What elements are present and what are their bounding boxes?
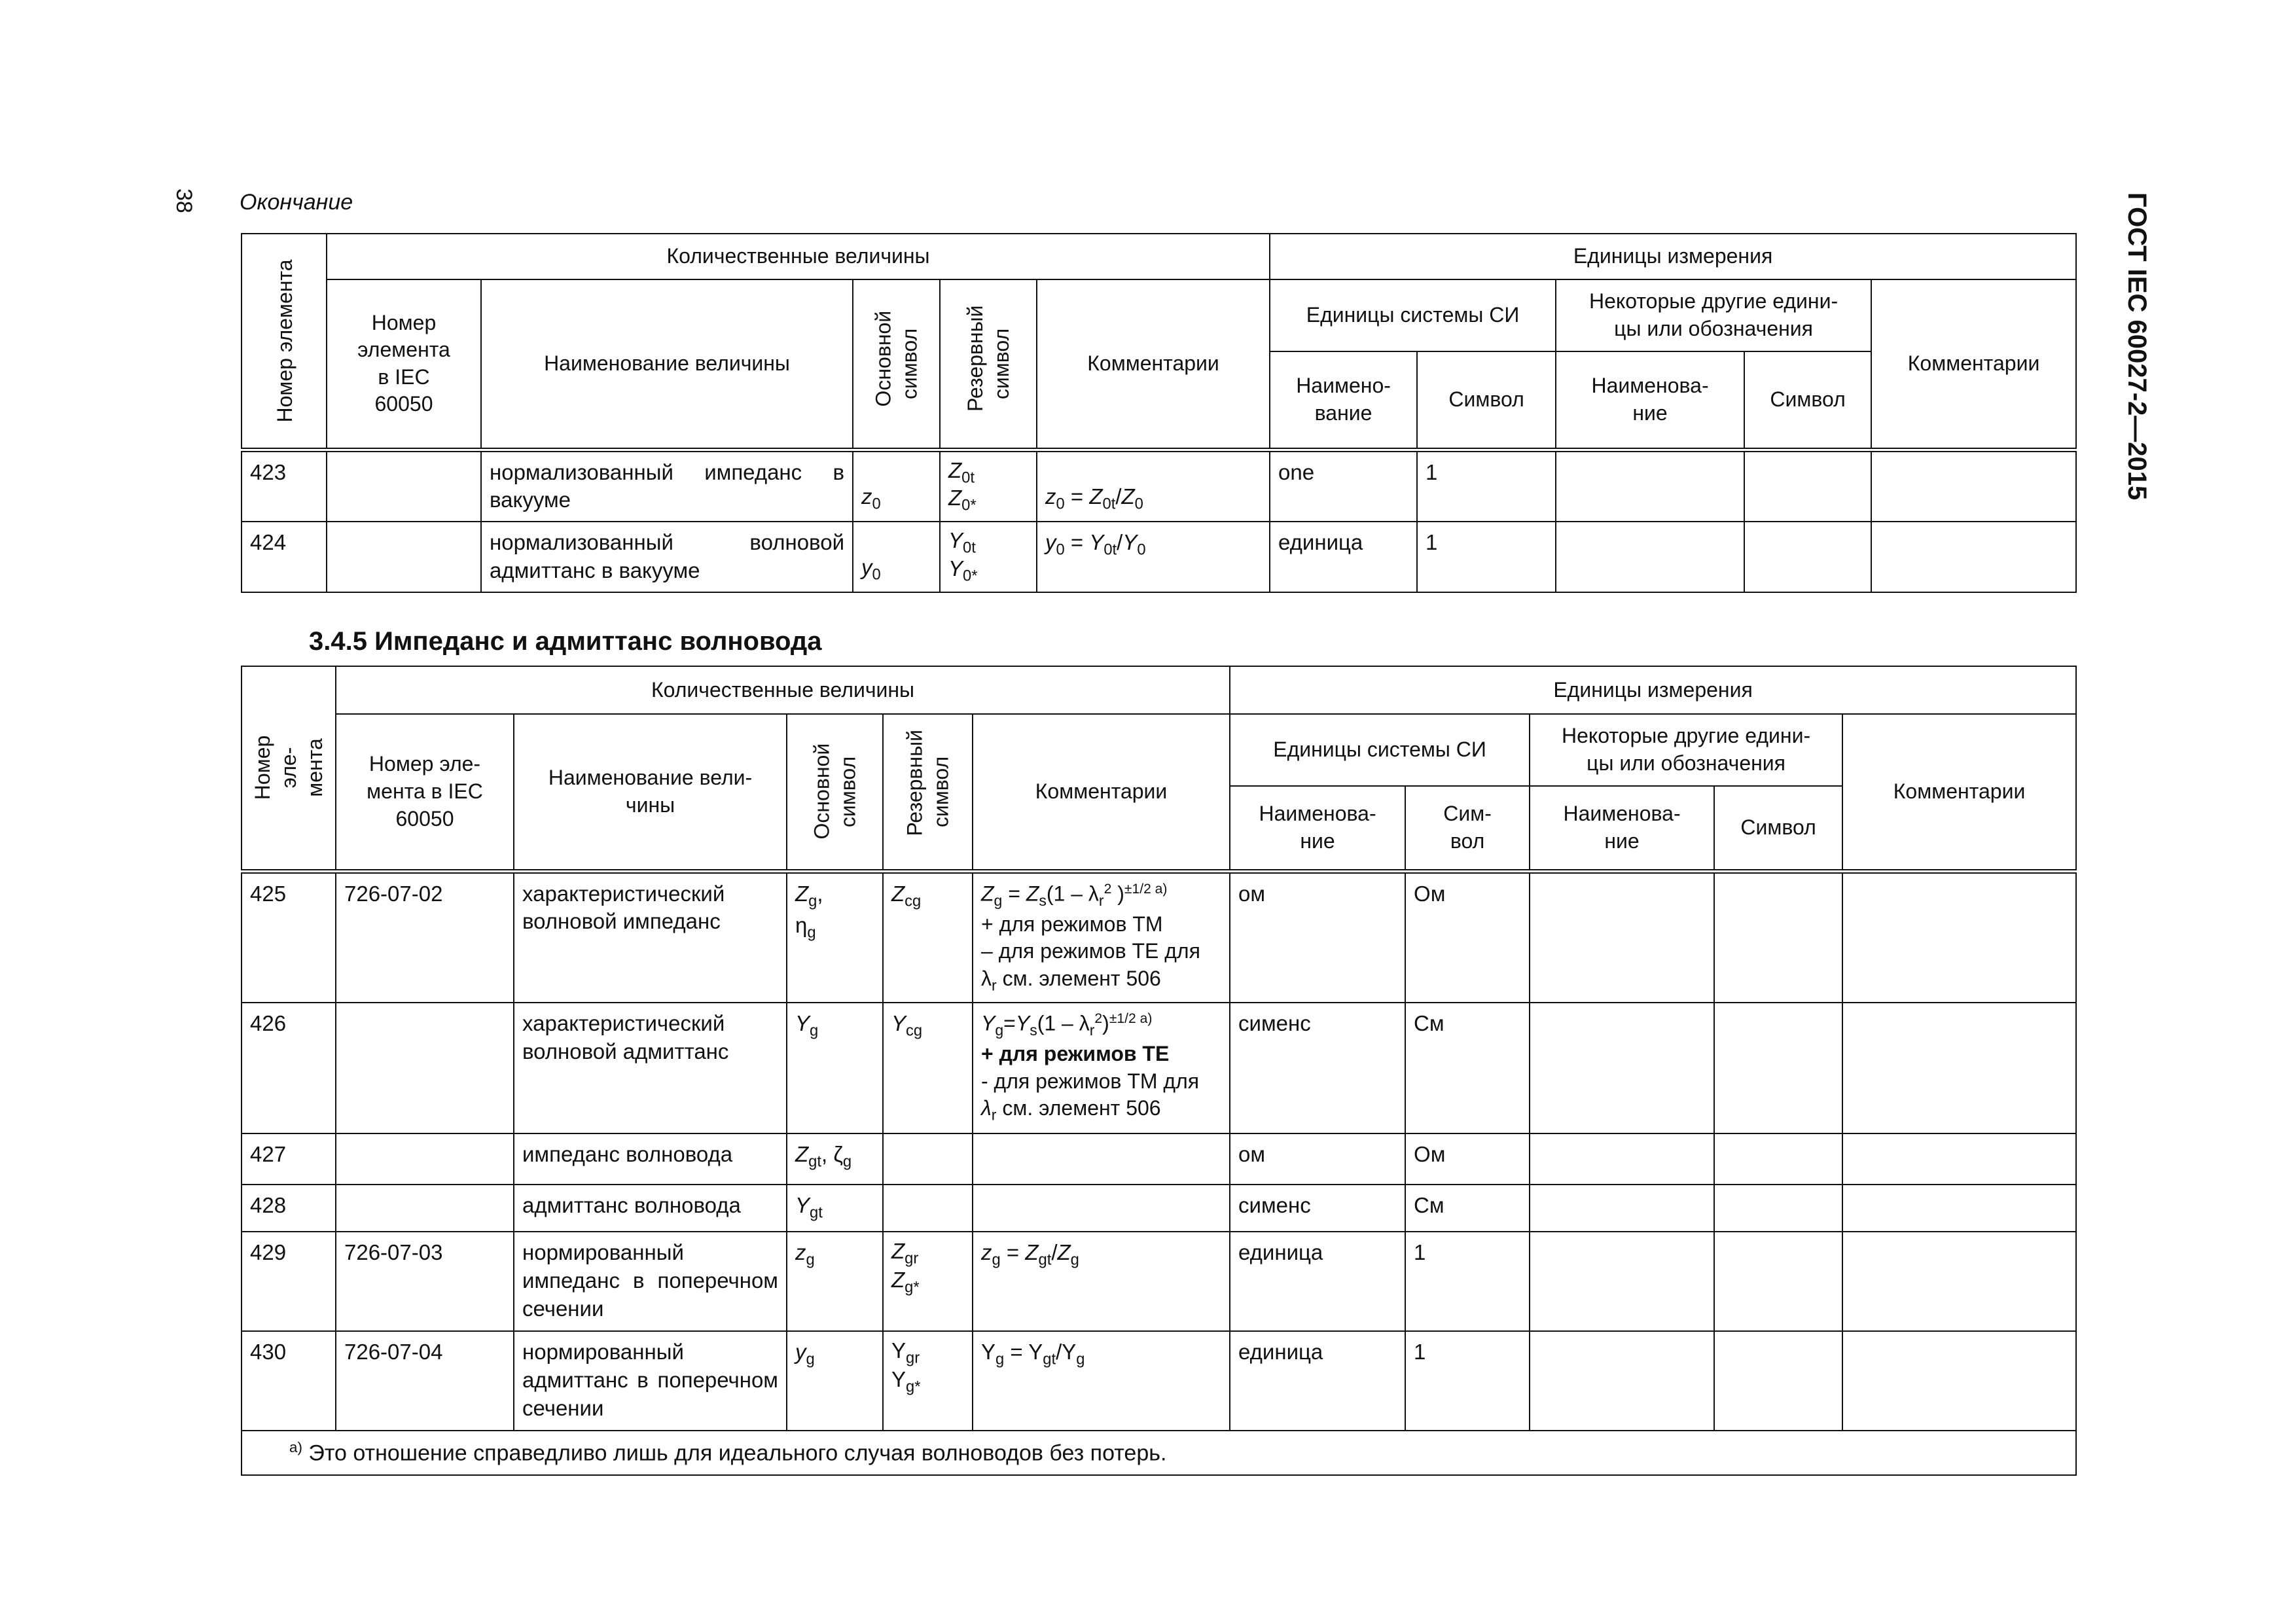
table-row xyxy=(242,871,2076,1003)
page-number: 38 xyxy=(171,188,196,213)
cell-name: адмиттанс волновода xyxy=(514,1185,787,1232)
cell-num: 429 xyxy=(242,1232,336,1331)
cell-unit-comment xyxy=(1842,1133,2076,1185)
header-quantity-name: Наименование величины xyxy=(481,279,853,450)
cell-iec xyxy=(327,450,481,522)
header-quantities: Количественные величины xyxy=(336,666,1230,714)
cell-iec xyxy=(327,522,481,592)
cell-main-symbol: $Y_g$ xyxy=(787,1003,883,1133)
table-row xyxy=(242,1232,2076,1331)
cell-iec xyxy=(336,1133,514,1185)
cell-num: 424 xyxy=(242,522,327,592)
cell-name: нормированный импеданс в поперечном сечении xyxy=(514,1232,787,1331)
cell-unit-comment xyxy=(1842,871,2076,1003)
cell-main-symbol: $y_0$ xyxy=(853,522,940,592)
header-other-symbol: Символ xyxy=(1744,351,1871,450)
header-comments: Комментарии xyxy=(973,714,1230,871)
cell-main-symbol: $z_0$ xyxy=(853,450,940,522)
cell-unit-symbol: См xyxy=(1405,1003,1530,1133)
cell-iec xyxy=(336,1003,514,1133)
cell-name: нормированный адмиттанс в поперечном сечении xyxy=(514,1331,787,1431)
header-units: Единицы измерения xyxy=(1270,234,2076,279)
cell-unit-name: one xyxy=(1270,450,1417,522)
cell-other-symbol xyxy=(1744,522,1871,592)
cell-reserve-symbol: $Z_{cg}$ xyxy=(883,871,973,1003)
cell-main-symbol: $z_g$ xyxy=(787,1232,883,1331)
table-row xyxy=(242,522,2076,592)
cell-unit-comment xyxy=(1842,1232,2076,1331)
cell-comment: $Z_g = Z_s(1 - \lambda_r^2$ )$^{\pm 1/2 а)}$ + для режимов ТМ – для режимов ТЕ для $\lambda_r$ см. элемент 506 xyxy=(973,871,1230,1003)
table-row xyxy=(242,1003,2076,1133)
cell-num: 427 xyxy=(242,1133,336,1185)
cell-main-symbol: $Y_{gt}$ xyxy=(787,1185,883,1232)
cell-unit-comment xyxy=(1842,1003,2076,1133)
cell-main-symbol: $Z_g$, $\eta_g$ xyxy=(787,871,883,1003)
header-other-units: Некоторые другие едини- цы или обозначения xyxy=(1556,279,1871,351)
cell-comment: $Y_g = Y_{gt}/Y_g$ xyxy=(973,1331,1230,1431)
cell-reserve-symbol: $Y_{0t}$ $Y_{0*}$ xyxy=(940,522,1037,592)
header-quantity-name: Наименование вели- чины xyxy=(514,714,787,871)
table-row xyxy=(242,1331,2076,1431)
cell-unit-symbol: 1 xyxy=(1417,450,1556,522)
cell-unit-symbol: 1 xyxy=(1405,1331,1530,1431)
cell-reserve-symbol: $Y_{gr}$ $Y_{g*}$ xyxy=(883,1331,973,1431)
cell-comment: $Y_g=Y_s(1 - \lambda_r^2)^{\pm 1/2 а)}$ + для режимов ТЕ - для режимов ТМ для $\lambda_r$ см. элемент 506 xyxy=(973,1003,1230,1133)
cell-main-symbol: $Z_{gt}$, $\zeta_g$ xyxy=(787,1133,883,1185)
cell-name: импеданс волновода xyxy=(514,1133,787,1185)
cell-name: характеристический волновой импеданс xyxy=(514,871,787,1003)
cell-unit-symbol: См xyxy=(1405,1185,1530,1232)
header-comments: Комментарии xyxy=(1037,279,1270,450)
cell-unit-symbol: 1 xyxy=(1405,1232,1530,1331)
header-si-name: Наимено- вание xyxy=(1270,351,1417,450)
cell-other-symbol xyxy=(1714,1232,1842,1331)
cell-comment xyxy=(973,1185,1230,1232)
header-main-symbol: Основной символ xyxy=(853,279,940,450)
cell-unit-name: ом xyxy=(1230,871,1405,1003)
cell-iec: 726-07-02 xyxy=(336,871,514,1003)
cell-iec: 726-07-04 xyxy=(336,1331,514,1431)
header-iec-number: Номер эле- мента в IEC 60050 xyxy=(336,714,514,871)
header-quantities: Количественные величины xyxy=(327,234,1270,279)
header-iec-number: Номер элемента в IEC 60050 xyxy=(327,279,481,450)
cell-other-symbol xyxy=(1714,1003,1842,1133)
cell-name: нормализованный волновой адмиттанс в вакууме xyxy=(481,522,853,592)
cell-unit-symbol: 1 xyxy=(1417,522,1556,592)
header-unit-comments: Комментарии xyxy=(1871,279,2076,450)
cell-unit-name: ом xyxy=(1230,1133,1405,1185)
cell-comment xyxy=(973,1133,1230,1185)
cell-main-symbol: $y_g$ xyxy=(787,1331,883,1431)
cell-reserve-symbol: $Z_{0t}$ $Z_{0*}$ xyxy=(940,450,1037,522)
cell-unit-comment xyxy=(1871,450,2076,522)
cell-iec xyxy=(336,1185,514,1232)
document-code: ГОСТ IEC 60027-2—2015 xyxy=(2123,192,2151,501)
header-si-units: Единицы системы СИ xyxy=(1270,279,1556,351)
cell-other-name xyxy=(1530,1331,1714,1431)
cell-other-name xyxy=(1530,1133,1714,1185)
cell-other-symbol xyxy=(1714,1133,1842,1185)
cell-other-symbol xyxy=(1714,1331,1842,1431)
cell-other-name xyxy=(1530,1185,1714,1232)
header-si-symbol: Сим- вол xyxy=(1405,786,1530,871)
header-reserve-symbol: Резервный символ xyxy=(940,279,1037,450)
header-reserve-symbol: Резервный символ xyxy=(883,714,973,871)
cell-other-symbol xyxy=(1714,1185,1842,1232)
header-main-symbol: Основной символ xyxy=(787,714,883,871)
cell-num: 423 xyxy=(242,450,327,522)
cell-unit-name: единица xyxy=(1270,522,1417,592)
cell-num: 425 xyxy=(242,871,336,1003)
cell-name: характеристический волновой адмиттанс xyxy=(514,1003,787,1133)
table-continuation xyxy=(241,233,2077,593)
cell-reserve-symbol xyxy=(883,1133,973,1185)
cell-comment: $z_g = Z_{gt}/Z_g$ xyxy=(973,1232,1230,1331)
cell-unit-comment xyxy=(1871,522,2076,592)
cell-other-symbol xyxy=(1744,450,1871,522)
header-units: Единицы измерения xyxy=(1230,666,2076,714)
header-other-name: Наименова- ние xyxy=(1556,351,1744,450)
header-si-symbol: Символ xyxy=(1417,351,1556,450)
cell-other-name xyxy=(1556,450,1744,522)
cell-comment: $y_0 = Y_{0t}/Y_0$ xyxy=(1037,522,1270,592)
cell-other-name xyxy=(1530,1003,1714,1133)
cell-other-name xyxy=(1530,871,1714,1003)
footnote xyxy=(242,1431,2076,1475)
cell-num: 426 xyxy=(242,1003,336,1133)
cell-other-name xyxy=(1556,522,1744,592)
cell-reserve-symbol: $Y_{cg}$ xyxy=(883,1003,973,1133)
cell-unit-symbol: Ом xyxy=(1405,871,1530,1003)
cell-unit-name: единица xyxy=(1230,1331,1405,1431)
section-title: 3.4.5 Импеданс и адмиттанс волновода xyxy=(309,627,822,656)
header-element-number: Номер элемента xyxy=(242,234,327,450)
cell-num: 430 xyxy=(242,1331,336,1431)
cell-other-name xyxy=(1530,1232,1714,1331)
header-unit-comments: Комментарии xyxy=(1842,714,2076,871)
header-other-name: Наименова- ние xyxy=(1530,786,1714,871)
cell-reserve-symbol: $Z_{gr}$ $Z_{g*}$ xyxy=(883,1232,973,1331)
cell-num: 428 xyxy=(242,1185,336,1232)
header-si-units: Единицы системы СИ xyxy=(1230,714,1530,786)
cell-iec: 726-07-03 xyxy=(336,1232,514,1331)
table-row xyxy=(242,1133,2076,1185)
footnote-text: Это отношение справедливо лишь для идеального случая волноводов без потерь. xyxy=(308,1440,1167,1466)
header-other-units: Некоторые другие едини- цы или обозначения xyxy=(1530,714,1842,786)
cell-comment: $z_0 = Z_{0t}/Z_0$ xyxy=(1037,450,1270,522)
continuation-label: Окончание xyxy=(240,190,353,215)
cell-name: нормализованный импеданс в вакууме xyxy=(481,450,853,522)
header-si-name: Наименова- ние xyxy=(1230,786,1405,871)
table-row xyxy=(242,1185,2076,1232)
table-row xyxy=(242,450,2076,522)
cell-unit-name: сименс xyxy=(1230,1003,1405,1133)
cell-reserve-symbol xyxy=(883,1185,973,1232)
footnote-mark: а) xyxy=(289,1439,302,1456)
cell-unit-comment xyxy=(1842,1331,2076,1431)
table-waveguide-impedance xyxy=(241,666,2077,1476)
cell-unit-comment xyxy=(1842,1185,2076,1232)
cell-unit-name: единица xyxy=(1230,1232,1405,1331)
cell-unit-symbol: Ом xyxy=(1405,1133,1530,1185)
header-other-symbol: Символ xyxy=(1714,786,1842,871)
cell-unit-name: сименс xyxy=(1230,1185,1405,1232)
footnote-row xyxy=(242,1431,2076,1475)
cell-other-symbol xyxy=(1714,871,1842,1003)
header-element-number: Номер эле- мента xyxy=(242,666,336,871)
